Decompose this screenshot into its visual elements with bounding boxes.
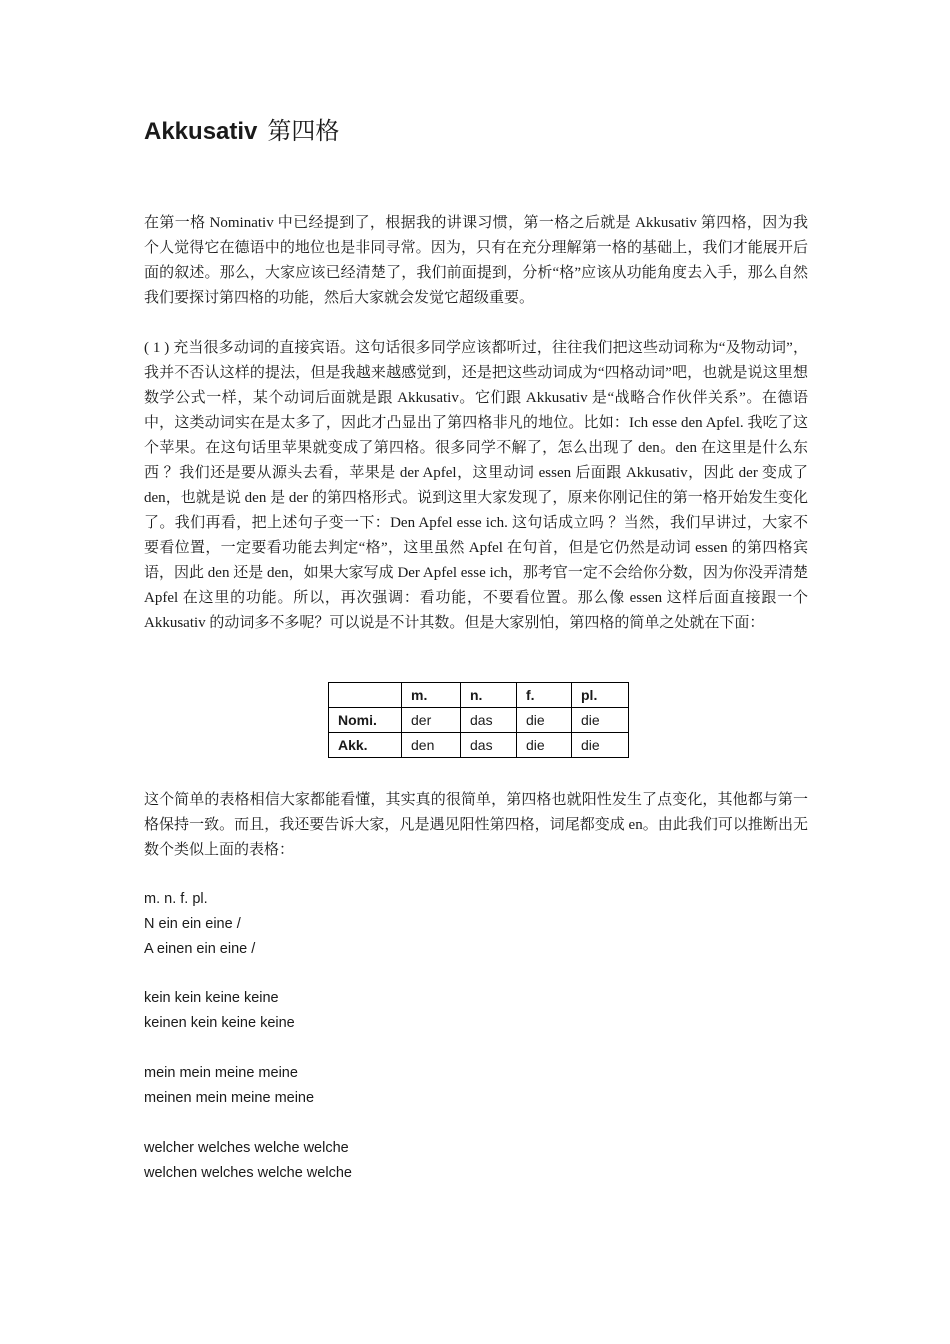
text-line: kein kein keine keine [144, 990, 279, 1006]
table-cell: die [572, 733, 629, 758]
title-cjk: 第四格 [267, 117, 340, 145]
table-row [329, 708, 629, 733]
page-title [144, 112, 339, 151]
table-header-cell [329, 683, 402, 708]
table-cell: der [402, 708, 461, 733]
kein-declension-group [144, 986, 808, 1036]
table-header-cell: n. [461, 683, 517, 708]
table-cell: den [402, 733, 461, 758]
table-header-cell: f. [517, 683, 572, 708]
declension-table [328, 682, 629, 758]
table-row [329, 733, 629, 758]
text-line: m. n. f. pl. [144, 891, 208, 907]
table-cell: die [517, 708, 572, 733]
table-row-label: Nomi. [329, 708, 402, 733]
text-line: mein mein meine meine [144, 1065, 298, 1081]
intro-paragraph: 在第一格 Nominativ 中已经提到了，根据我的讲课习惯，第一格之后就是 Akkusativ 第四格，因为我个人觉得它在德语中的地位也是非同寻常。因为，只有在充分理解第一格的基础上，我们才能展开后面的叙述。那么，大家应该已经清楚了，我们前面提到，分析“格”应该从功能角度去入手，那么自然我们要探讨第四格的功能，然后大家就会发觉它超级重要。 [144, 215, 808, 306]
welcher-declension-group [144, 1136, 808, 1186]
table-header-cell: pl. [572, 683, 629, 708]
table-cell: die [572, 708, 629, 733]
text-line: keinen kein keine keine [144, 1015, 295, 1031]
table-cell: das [461, 708, 517, 733]
table-row-label: Akk. [329, 733, 402, 758]
point-1-paragraph: ( 1 ) 充当很多动词的直接宾语。这句话很多同学应该都听过，往往我们把这些动词称为“及物动词”，我并不否认这样的提法，但是我越来越感觉到，还是把这些动词成为“四格动词”吧，也就是说这里想数学公式一样，某个动词后面就是跟 Akkusativ。它们跟 Akkusativ 是“战略合作伙伴关系”。在德语中，这类动词实在是太多了，因此才凸显出了第四格非凡的地位。比如：Ich esse den Apfel. 我吃了这个苹果。在这句话里苹果就变成了第四格。很多同学不解了，怎么出现了 den。den 在这里是什么东西 ？我们还是要从源头去看，苹果是 der Apfel，这里动词 essen 后面跟 Akkusativ，因此 der 变成了 den，也就是说 den 是 der 的第四格形式。说到这里大家发现了，原来你刚记住的第一格开始发生变化了。我们再看，把上述句子变一下：Den Apfel esse ich. 这句话成立吗 ？当然，我们早讲过，大家不要看位置，一定要看功能去判定“格”，这里虽然 Apfel 在句首，但是它仍然是动词 essen 的第四格宾语，因此 den 还是 den，如果大家写成 Der Apfel esse ich，那考官一定不会给你分数，因为你没弄清楚 Apfel 在这里的功能。所以，再次强调：看功能，不要看位置。那么像 essen 这样后面直接跟一个 Akkusativ 的动词多不多呢？可以说是不计其数。但是大家别怕，第四格的简单之处就在下面： [144, 340, 808, 631]
table-cell: die [517, 733, 572, 758]
title-latin: Akkusativ [144, 118, 258, 145]
table-cell: das [461, 733, 517, 758]
text-line: N ein ein eine / [144, 916, 241, 932]
table-header-cell: m. [402, 683, 461, 708]
text-line: meinen mein meine meine [144, 1090, 315, 1106]
text-line: A einen ein eine / [144, 941, 256, 957]
table-header-row [329, 683, 629, 708]
text-line: welchen welches welche welche [144, 1165, 352, 1181]
after-table-paragraph: 这个简单的表格相信大家都能看懂，其实真的很简单，第四格也就阳性发生了点变化，其他都与第一格保持一致。而且，我还要告诉大家，凡是遇见阳性第四格，词尾都变成 en。由此我们可以推断出无数个类似上面的表格： [144, 792, 808, 858]
text-line: welcher welches welche welche [144, 1140, 349, 1156]
mein-declension-group [144, 1061, 808, 1111]
ein-declension-group [144, 887, 808, 962]
